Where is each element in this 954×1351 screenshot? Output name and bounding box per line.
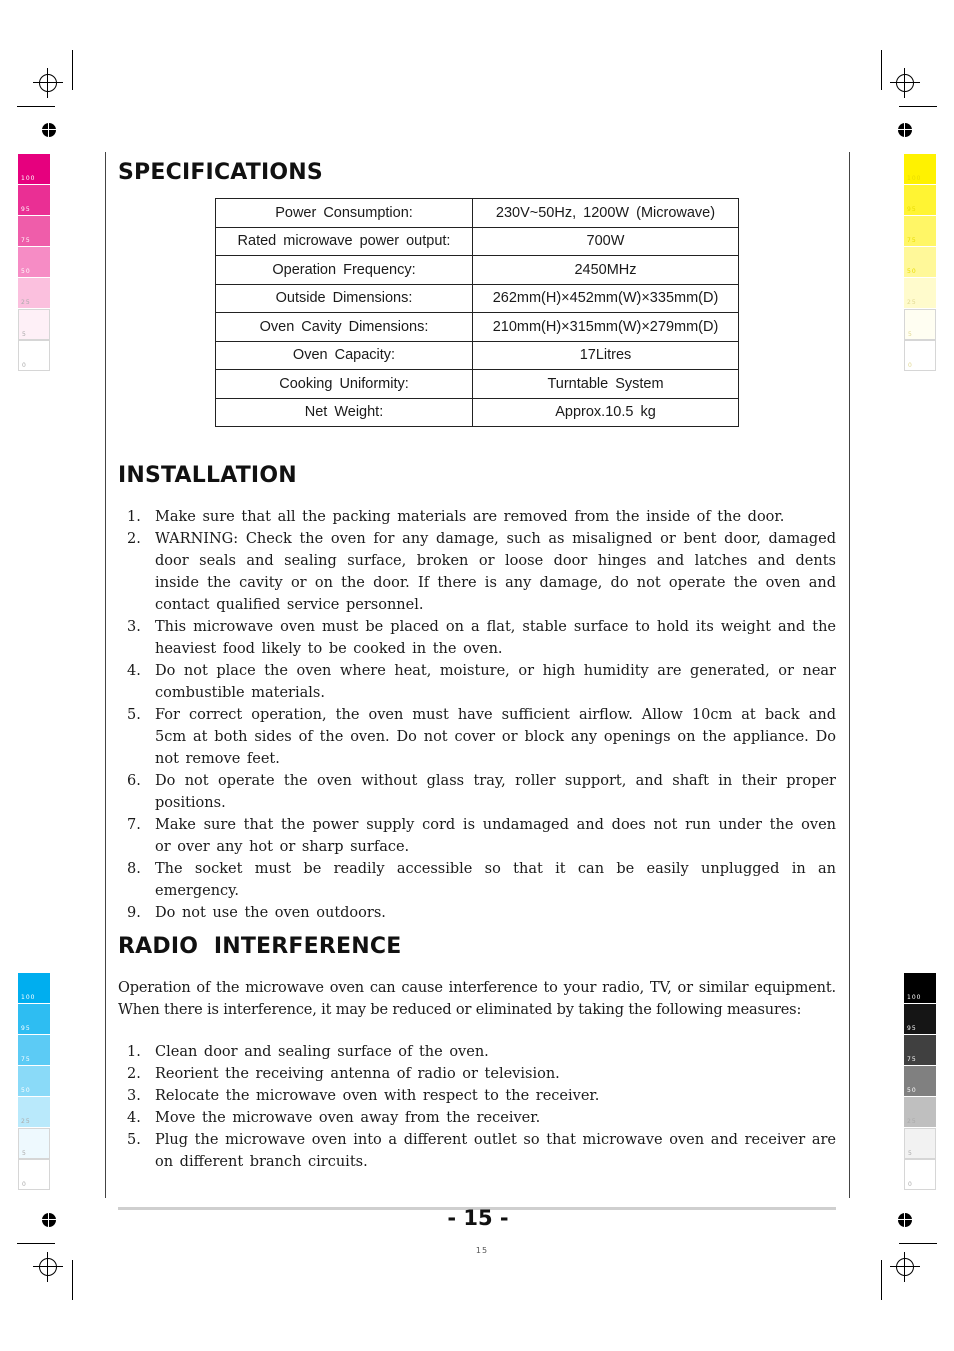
color-swatch	[18, 247, 50, 278]
table-row	[216, 313, 739, 342]
crop-mark	[17, 1243, 55, 1244]
swatch-label: 50	[907, 1087, 917, 1094]
color-swatch	[18, 1159, 50, 1190]
registration-mark-icon	[890, 1252, 920, 1282]
color-swatch	[904, 1128, 936, 1159]
color-swatch	[18, 278, 50, 309]
swatch-label: 0	[22, 362, 27, 369]
swatch-label: 25	[907, 299, 917, 306]
swatch-label: 75	[21, 1056, 31, 1063]
item-text: Make sure that all the packing materials are removed from the inside of the door.	[155, 509, 785, 525]
item-text: The socket must be readily accessible so that it can be easily unplugged in an emergency.	[155, 861, 836, 899]
color-swatch	[18, 185, 50, 216]
item-number: 2.	[127, 1066, 141, 1082]
swatch-label: 25	[21, 1118, 31, 1125]
table-row	[216, 256, 739, 285]
radio-measures-list	[118, 1041, 836, 1173]
spec-value: 700W	[473, 227, 739, 256]
color-swatch	[904, 340, 936, 371]
item-number: 1.	[127, 1044, 141, 1060]
color-swatch	[18, 1097, 50, 1128]
item-number: 5.	[127, 1132, 141, 1148]
item-number: 5.	[127, 707, 141, 723]
list-item	[118, 770, 836, 814]
swatch-label: 95	[907, 1025, 917, 1032]
item-text: Make sure that the power supply cord is undamaged and does not run under the oven or over any hot or sharp surface.	[155, 817, 836, 855]
color-swatch	[18, 309, 50, 340]
item-number: 7.	[127, 817, 141, 833]
table-row	[216, 398, 739, 427]
spec-label: Power Consumption:	[216, 199, 473, 228]
item-number: 8.	[127, 861, 141, 877]
list-item	[118, 528, 836, 616]
color-bar-yellow	[904, 154, 936, 371]
list-item	[118, 1107, 836, 1129]
swatch-label: 100	[21, 175, 36, 182]
swatch-label: 50	[21, 268, 31, 275]
color-bar-black	[904, 973, 936, 1190]
crop-mark	[881, 50, 882, 90]
color-swatch	[904, 1159, 936, 1190]
color-swatch	[904, 185, 936, 216]
swatch-label: 100	[907, 175, 922, 182]
list-item	[118, 506, 836, 528]
swatch-label: 95	[907, 206, 917, 213]
spec-value: Turntable System	[473, 370, 739, 399]
page-number: - 15 -	[447, 1206, 509, 1230]
swatch-label: 5	[908, 1150, 913, 1157]
swatch-label: 100	[907, 994, 922, 1001]
spec-label: Operation Frequency:	[216, 256, 473, 285]
installation-list	[118, 506, 836, 924]
color-swatch	[904, 1066, 936, 1097]
color-swatch	[904, 278, 936, 309]
spec-value: 2450MHz	[473, 256, 739, 285]
color-swatch	[904, 1035, 936, 1066]
list-item	[118, 704, 836, 770]
color-swatch	[18, 973, 50, 1004]
table-row	[216, 199, 739, 228]
swatch-label: 0	[908, 1181, 913, 1188]
spec-label: Rated microwave power output:	[216, 227, 473, 256]
swatch-label: 0	[908, 362, 913, 369]
item-number: 1.	[127, 509, 141, 525]
color-swatch	[904, 1004, 936, 1035]
color-swatch	[18, 1035, 50, 1066]
installation-heading: INSTALLATION	[118, 463, 297, 488]
list-item	[118, 1041, 836, 1063]
list-item	[118, 814, 836, 858]
item-text: Clean door and sealing surface of the oven.	[155, 1044, 489, 1060]
list-item	[118, 660, 836, 704]
item-number: 2.	[127, 531, 141, 547]
item-number: 3.	[127, 619, 141, 635]
crop-mark	[17, 106, 55, 107]
color-bar-cyan	[18, 973, 50, 1190]
swatch-label: 25	[907, 1118, 917, 1125]
spec-value: 262mm(H)×452mm(W)×335mm(D)	[473, 284, 739, 313]
item-text: Do not operate the oven without glass tray, roller support, and shaft in their proper positions.	[155, 773, 836, 811]
crop-mark	[72, 50, 73, 90]
registration-dot-icon	[898, 1213, 912, 1227]
color-swatch	[904, 216, 936, 247]
swatch-label: 50	[907, 268, 917, 275]
color-swatch	[18, 1004, 50, 1035]
item-text: This microwave oven must be placed on a flat, stable surface to hold its weight and the heaviest food likely to be cooked in the oven.	[155, 619, 836, 657]
color-swatch	[904, 973, 936, 1004]
list-item	[118, 1063, 836, 1085]
crop-mark	[899, 106, 937, 107]
radio-interference-heading: RADIO INTERFERENCE	[118, 934, 402, 959]
registration-mark-icon	[33, 68, 63, 98]
spec-label: Outside Dimensions:	[216, 284, 473, 313]
item-number: 4.	[127, 663, 141, 679]
crop-mark	[72, 1260, 73, 1300]
item-text: Do not place the oven where heat, moisture, or high humidity are generated, or near combustible materials.	[155, 663, 836, 701]
swatch-label: 25	[21, 299, 31, 306]
item-number: 6.	[127, 773, 141, 789]
swatch-label: 95	[21, 1025, 31, 1032]
color-swatch	[904, 154, 936, 185]
crop-mark	[899, 1243, 937, 1244]
spec-value: Approx.10.5 kg	[473, 398, 739, 427]
item-number: 4.	[127, 1110, 141, 1126]
swatch-label: 5	[22, 331, 27, 338]
crop-mark	[881, 1260, 882, 1300]
table-row	[216, 341, 739, 370]
swatch-label: 50	[21, 1087, 31, 1094]
item-text: Do not use the oven outdoors.	[155, 905, 386, 921]
registration-dot-icon	[898, 123, 912, 137]
specifications-heading: SPECIFICATIONS	[118, 160, 323, 185]
color-swatch	[18, 216, 50, 247]
registration-dot-icon	[42, 1213, 56, 1227]
color-swatch	[18, 340, 50, 371]
swatch-label: 100	[21, 994, 36, 1001]
spec-label: Oven Capacity:	[216, 341, 473, 370]
item-text: Reorient the receiving antenna of radio or television.	[155, 1066, 560, 1082]
item-text: WARNING: Check the oven for any damage, such as misaligned or bent door, damaged door seals and sealing surface, broken or loose door hinges and latches and dents inside the cavity or on the door. If there is any damage, do not operate the oven and contact qualified service personnel.	[155, 531, 836, 613]
item-text: Relocate the microwave oven with respect to the receiver.	[155, 1088, 600, 1104]
color-swatch	[18, 1128, 50, 1159]
list-item	[118, 902, 836, 924]
color-swatch	[18, 154, 50, 185]
item-number: 9.	[127, 905, 141, 921]
color-bar-magenta	[18, 154, 50, 371]
spec-value: 230V~50Hz, 1200W (Microwave)	[473, 199, 739, 228]
list-item	[118, 1129, 836, 1173]
item-text: Plug the microwave oven into a different outlet so that microwave oven and receiver are on different branch circuits.	[155, 1132, 836, 1170]
registration-mark-icon	[33, 1252, 63, 1282]
swatch-label: 0	[22, 1181, 27, 1188]
swatch-label: 5	[22, 1150, 27, 1157]
spec-label: Oven Cavity Dimensions:	[216, 313, 473, 342]
spec-value: 210mm(H)×315mm(W)×279mm(D)	[473, 313, 739, 342]
registration-mark-icon	[890, 68, 920, 98]
list-item	[118, 1085, 836, 1107]
registration-dot-icon	[42, 123, 56, 137]
margin-rule-left	[105, 152, 106, 1198]
swatch-label: 75	[907, 1056, 917, 1063]
table-row	[216, 284, 739, 313]
item-text: Move the microwave oven away from the receiver.	[155, 1110, 541, 1126]
radio-intro: Operation of the microwave oven can cause interference to your radio, TV, or similar equipment. When there is interference, it may be reduced or eliminated by taking the following measures:	[118, 980, 836, 1018]
swatch-label: 75	[21, 237, 31, 244]
color-swatch	[904, 1097, 936, 1128]
swatch-label: 5	[908, 331, 913, 338]
spec-label: Cooking Uniformity:	[216, 370, 473, 399]
color-swatch	[904, 247, 936, 278]
list-item	[118, 858, 836, 902]
swatch-label: 75	[907, 237, 917, 244]
swatch-label: 95	[21, 206, 31, 213]
margin-rule-right	[849, 152, 850, 1198]
slug-page-number: 15	[475, 1246, 489, 1255]
list-item	[118, 616, 836, 660]
color-swatch	[904, 309, 936, 340]
table-row	[216, 227, 739, 256]
spec-value: 17Litres	[473, 341, 739, 370]
specifications-table	[215, 198, 739, 427]
item-number: 3.	[127, 1088, 141, 1104]
color-swatch	[18, 1066, 50, 1097]
table-row	[216, 370, 739, 399]
item-text: For correct operation, the oven must have sufficient airflow. Allow 10cm at back and 5cm at both sides of the oven. Do not cover or block any openings on the appliance. Do not remove feet.	[155, 707, 836, 767]
spec-label: Net Weight:	[216, 398, 473, 427]
